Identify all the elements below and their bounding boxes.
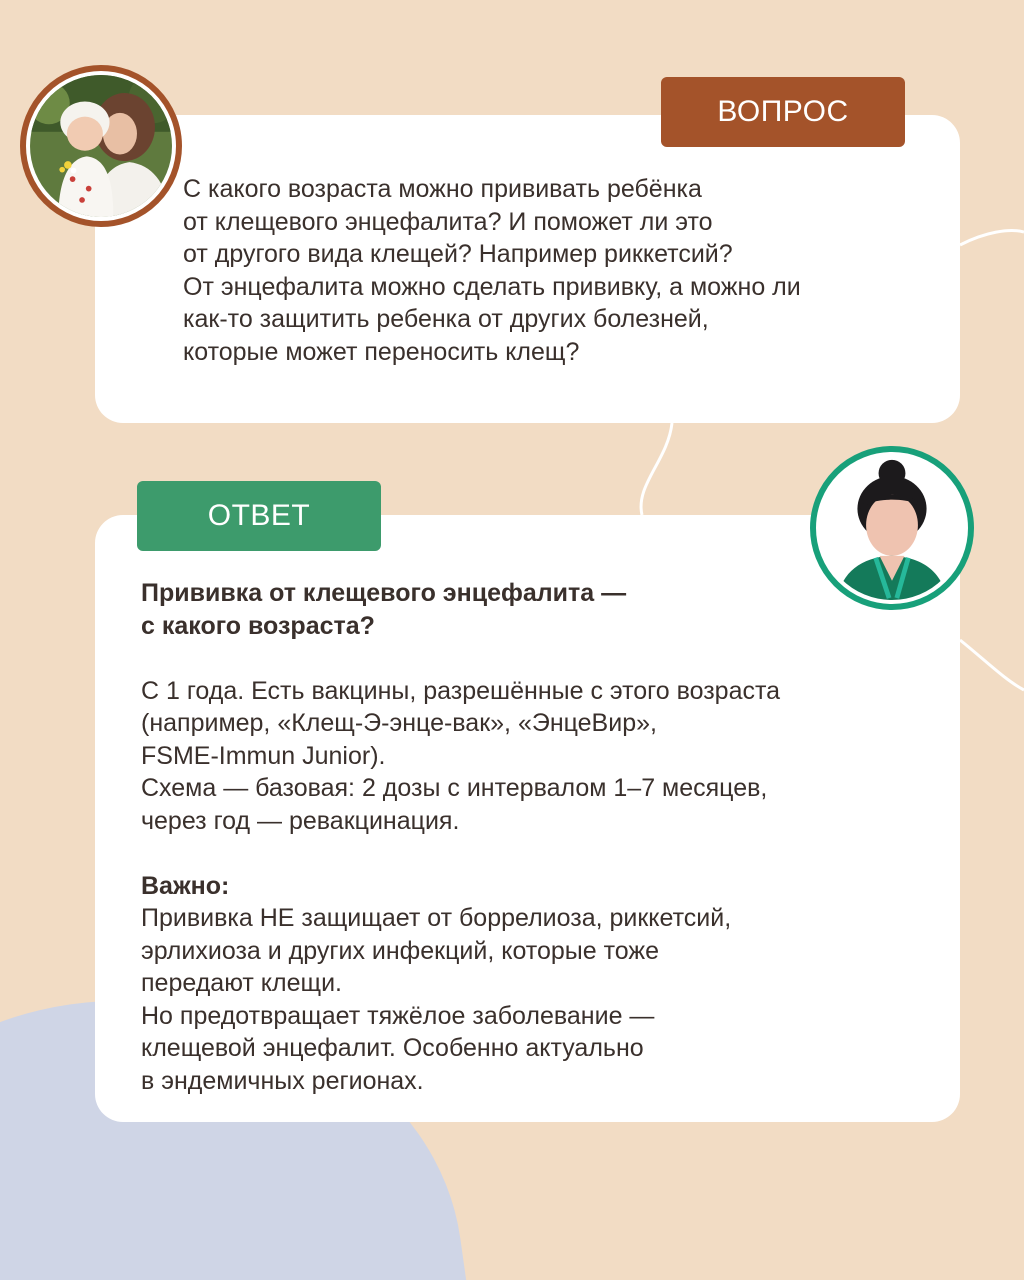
answer-line: Схема — базовая: 2 дозы с интервалом 1–7 месяцев,: [141, 774, 768, 802]
answer-text: [141, 577, 931, 1097]
answer-line: в эндемичных регионах.: [141, 1066, 424, 1095]
paragraph-gap: [141, 837, 931, 870]
question-line: От энцефалита можно сделать прививку, а можно ли: [183, 272, 801, 301]
paragraph-gap: [141, 642, 931, 675]
answer-heading-line: с какого возраста?: [141, 611, 375, 640]
answer-line: Но предотвращает тяжёлое заболевание —: [141, 1001, 655, 1030]
answer-heading-line: Прививка от клещевого энцефалита —: [141, 579, 627, 607]
answer-line: С 1 года. Есть вакцины, разрешённые с этого возраста: [141, 676, 781, 705]
question-line: которые может переносить клещ?: [183, 337, 580, 366]
question-line: как-то защитить ребенка от других болезней,: [183, 305, 709, 334]
mother-baby-photo-icon: [30, 75, 172, 217]
answer-line: (например, «Клещ-Э-энце-вак», «ЭнцеВир»,: [141, 709, 657, 737]
answer-line: через год — ревакцинация.: [141, 806, 460, 835]
answer-line: передают клещи.: [141, 969, 342, 997]
important-label: Важно:: [141, 871, 230, 900]
question-avatar: [20, 65, 182, 227]
answer-line: эрлихиоза и других инфекций, которые тоже: [141, 936, 660, 965]
question-line: С какого возраста можно прививать ребёнка: [183, 175, 702, 203]
answer-tag: [137, 481, 381, 551]
answer-line: FSME-Immun Junior).: [141, 741, 386, 770]
question-tag-label: ВОПРОС: [717, 95, 849, 128]
answer-tag-label: ОТВЕТ: [207, 499, 311, 532]
question-tag: [661, 77, 905, 147]
answer-line: клещевой энцефалит. Особенно актуально: [141, 1034, 644, 1062]
question-text: [183, 173, 943, 369]
question-line: от другого вида клещей? Например риккетсий?: [183, 240, 733, 269]
answer-line: Прививка НЕ защищает от боррелиоза, риккетсий,: [141, 904, 732, 932]
question-line: от клещевого энцефалита? И поможет ли это: [183, 207, 713, 236]
